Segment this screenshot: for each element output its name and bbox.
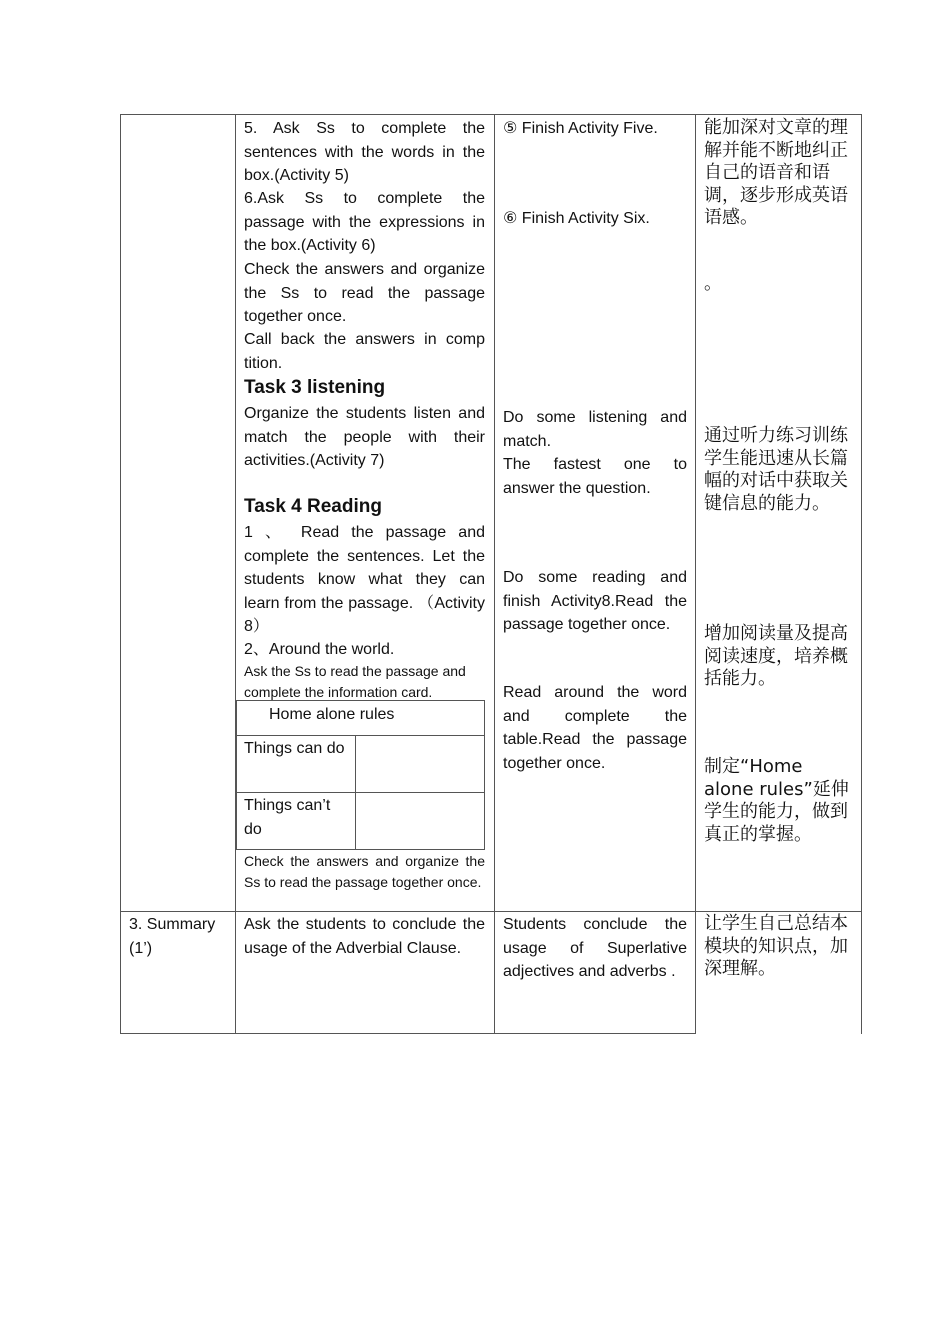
task3-text: Organize the students listen and match the people with their activities.(Activity 7) — [244, 405, 485, 469]
col-border-3 — [494, 114, 495, 1034]
rules-table-title: Home alone rules — [269, 706, 395, 723]
summary-purpose: 让学生自己总结本模块的知识点，加深理解。 — [704, 913, 848, 979]
summary-teacher-activity: Ask the students to conclude the usage of the Adverbial Clause. — [244, 916, 485, 957]
listening-student: Do some listening and match. — [503, 409, 687, 450]
callback-text: Call back the answers in comp tition. — [244, 331, 485, 372]
table-bottom-border — [120, 1033, 695, 1034]
purpose-4: 制定“Home alone rules”延伸学生的能力，做到真正的掌握。 — [704, 756, 849, 845]
task4-step2: 2、Around the world. — [244, 641, 395, 658]
purpose-2: 通过听力练习训练学生能迅速从长篇幅的对话中获取关键信息的能力。 — [704, 425, 848, 514]
reading-student: Do some reading and finish Activity8.Read the passage together once. — [503, 569, 687, 633]
col-border-2 — [235, 114, 236, 1034]
task4-step1: 1 、 Read the passage and complete the sentences. Let the students know what they can learn from the passage. （Activity 8） — [244, 524, 485, 635]
col-border-1 — [120, 114, 121, 1034]
purpose-3: 增加阅读量及提高阅读速度，培养概括能力。 — [704, 623, 848, 689]
step5-text: 5. Ask Ss to complete the sentences with the words in the box.(Activity 5) — [244, 120, 485, 184]
task4-title: Task 4 Reading — [244, 496, 382, 517]
table-top-border — [120, 114, 862, 115]
rules-row-cannot-do: Things can’t do — [244, 797, 331, 838]
rules-row-can-do: Things can do — [244, 740, 345, 757]
activity6-student: ⑥ Finish Activity Six. — [503, 210, 650, 227]
task3-title: Task 3 listening — [244, 377, 386, 398]
col-border-4 — [695, 114, 696, 1034]
home-alone-rules-table — [236, 700, 485, 850]
row-divider — [120, 911, 862, 912]
task4-step2-sub: Ask the Ss to read the passage and complete the information card. — [244, 663, 466, 700]
purpose-dot: 。 — [704, 273, 722, 294]
summary-label: 3. Summary (1’) — [129, 916, 216, 957]
summary-student-activity: Students conclude the usage of Superlative adjectives and adverbs . — [503, 916, 687, 980]
purpose-1: 能加深对文章的理解并能不断地纠正自己的语音和语调，逐步形成英语语感。 — [704, 117, 848, 228]
step6-text: 6.Ask Ss to complete the passage with the expressions in the box.(Activity 6) — [244, 190, 485, 254]
check-text: Check the answers and organize the Ss to read the passage together once. — [244, 261, 485, 325]
fastest-student: The fastest one to answer the question. — [503, 456, 687, 497]
col-border-5 — [861, 114, 862, 1034]
activity5-student: ⑤ Finish Activity Five. — [503, 120, 658, 137]
around-student: Read around the word and complete the table.Read the passage together once. — [503, 684, 687, 772]
check2-text: Check the answers and organize the Ss to read the passage together once. — [244, 853, 485, 890]
